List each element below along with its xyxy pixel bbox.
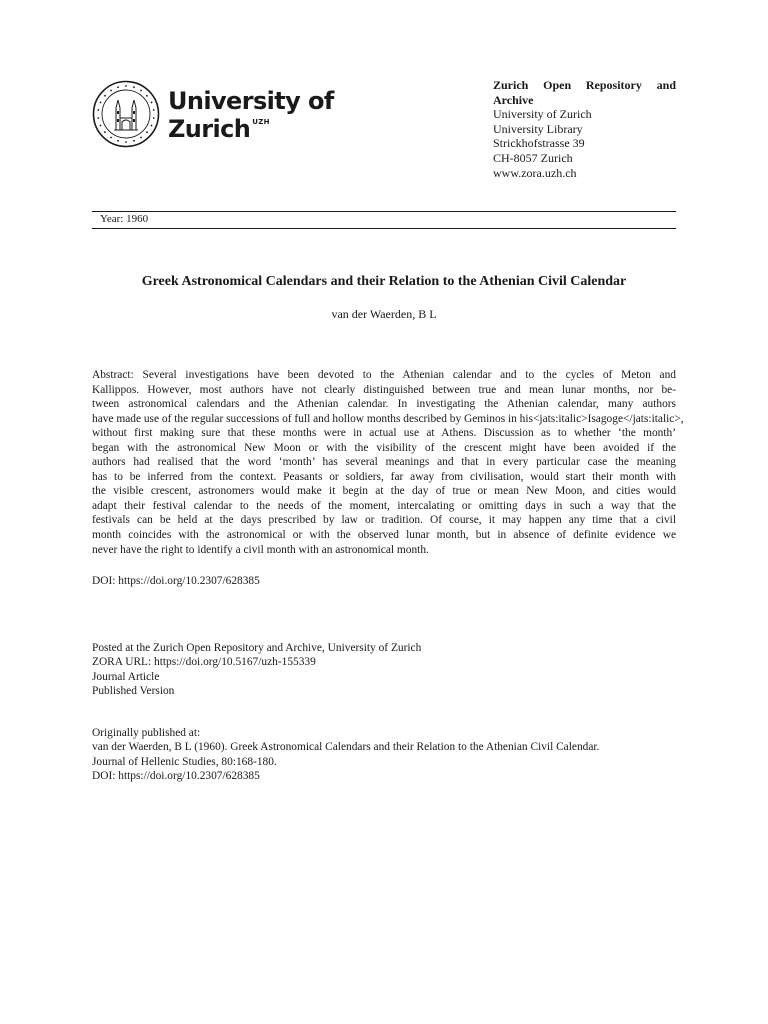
abstract-line: festivals can be held at the days prescribed by law or tradition. Of course, it may happen any time that a civil [92, 514, 676, 527]
abstract-line: tween astronomical calendars and the Athenian calendar. In investigating the Athenian calendar, many authors [92, 398, 676, 411]
repository-info [493, 78, 676, 180]
abstract-line: Abstract: Several investigations have been devoted to the Athenian calendar and to the cycles of Meton and [92, 369, 676, 381]
repository-website-link[interactable]: www.zora.uzh.ch [493, 165, 577, 180]
year-bottom-rule [92, 228, 676, 229]
abstract [92, 368, 684, 557]
original-doi-link[interactable]: DOI: https://doi.org/10.2307/628385 [92, 770, 260, 783]
logo-superscript: UZH [252, 118, 270, 126]
abstract-line: adapt their festival calendar to the needs of the moment, intercalating or omitting days in such a way that the [92, 499, 676, 512]
abstract-line: began with the astronomical New Moon or with the visibility of the crescent might have been avoided if the [92, 441, 676, 454]
university-logo [92, 80, 334, 150]
doi-link[interactable]: DOI: https://doi.org/10.2307/628385 [92, 575, 260, 587]
repository-name: Zurich Open Repository and Archive [493, 78, 676, 107]
item-type: Journal Article [92, 670, 160, 683]
abstract-line: month coincides with the astronomical or with the observed lunar month, but in absence of definite evidence we [92, 529, 676, 542]
original-publication [92, 726, 692, 784]
abstract-line: without first making sure that these months were in actual use at Athens. Discussion as to whether ‘the month’ [92, 427, 676, 440]
zora-url-link[interactable]: ZORA URL: https://doi.org/10.5167/uzh-155339 [92, 656, 316, 669]
posted-statement: Posted at the Zurich Open Repository and Archive, University of Zurich [92, 642, 422, 654]
original-citation: van der Waerden, B L (1960). Greek Astronomical Calendars and their Relation to the Athenian Civil Calendar. [92, 741, 600, 754]
logo-wordmark-line2 [168, 115, 270, 143]
abstract-line: the visible crescent, astronomers would make it begin at the day of true or mean New Moon, and cities would [92, 485, 676, 498]
abstract-line: Kallippos. However, most authors have not clearly distinguished between true and mean lunar months, nor be- [92, 383, 676, 396]
abstract-line: has to be inferred from the context. Peasants or soldiers, far away from civilisation, would start their month with [92, 470, 676, 483]
item-version: Published Version [92, 685, 175, 698]
logo-wordmark-line1: University of [168, 87, 334, 115]
repository-line: University of Zurich [493, 107, 592, 122]
paper-author: van der Waerden, B L [331, 307, 437, 321]
abstract-line: authors had realised that the word ‘month’ has several meanings and that in every particular case the meaning [92, 456, 676, 469]
publication-year: Year: 1960 [100, 213, 149, 225]
original-publication-heading: Originally published at: [92, 727, 201, 739]
repository-line: Strickhofstrasse 39 [493, 136, 585, 151]
posted-info [92, 641, 676, 699]
abstract-line: have made use of the regular successions of full and hollow months described by Geminos in his<jats:italic>Isagoge</jats:italic>, [92, 412, 684, 425]
abstract-line: never have the right to identify a civil month with an astronomical month. [92, 543, 429, 556]
original-journal: Journal of Hellenic Studies, 80:168-180. [92, 755, 277, 768]
university-seal-icon [92, 80, 160, 148]
paper-title: Greek Astronomical Calendars and their Relation to the Athenian Civil Calendar [141, 274, 627, 289]
year-top-rule [92, 211, 676, 212]
repository-line: University Library [493, 121, 583, 136]
repository-line: CH-8057 Zurich [493, 150, 573, 165]
logo-wordmark-zurich: Zurich [168, 115, 251, 143]
